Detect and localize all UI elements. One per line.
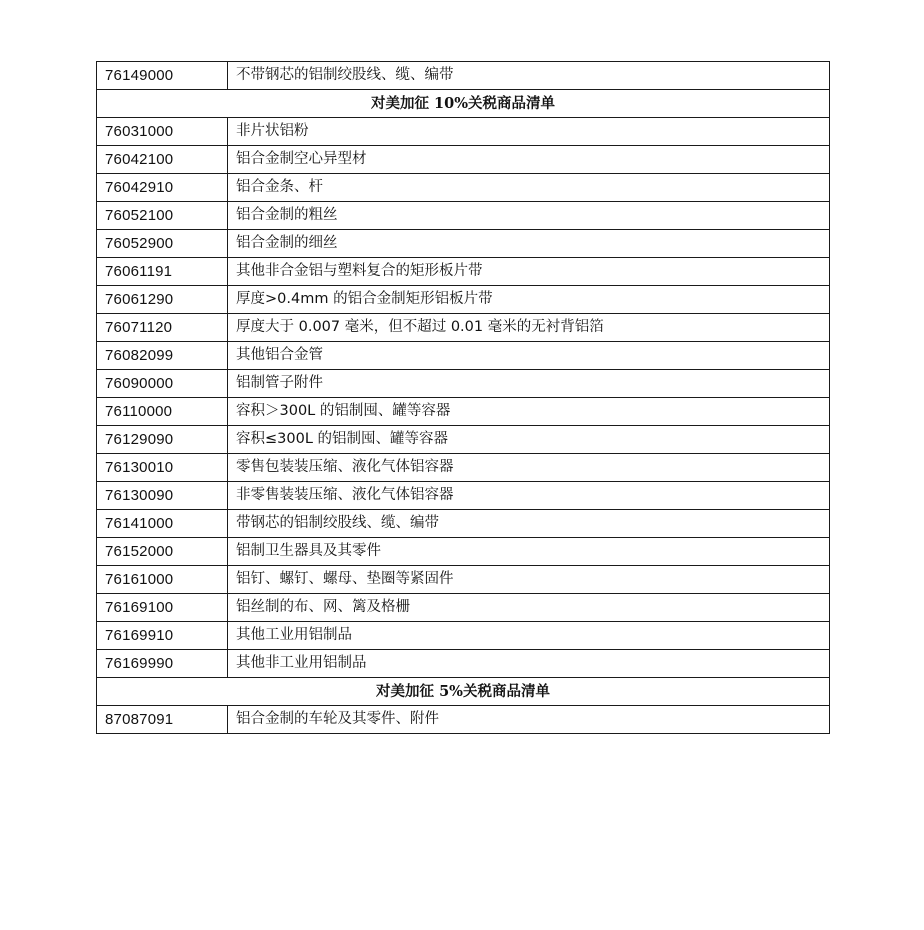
table-row [97,146,830,174]
tariff-code-cell: 76052100 [97,202,228,230]
section-title: 对美加征 5%关税商品清单 [97,678,830,706]
product-description-cell: 容积≤300L 的铝制囤、罐等容器 [228,426,830,454]
product-description-cell: 铝制卫生器具及其零件 [228,538,830,566]
tariff-code-cell: 76061290 [97,286,228,314]
table-row [97,510,830,538]
table-row [97,482,830,510]
product-description-cell: 非零售装装压缩、液化气体铝容器 [228,482,830,510]
table-row [97,594,830,622]
tariff-code-cell: 76141000 [97,510,228,538]
product-description-cell: 其他非工业用铝制品 [228,650,830,678]
table-row [97,622,830,650]
tariff-code-cell: 76130010 [97,454,228,482]
table-row [97,286,830,314]
table-row [97,118,830,146]
product-description-cell: 铝合金制的车轮及其零件、附件 [228,706,830,734]
table-row [97,202,830,230]
tariff-code-cell: 76052900 [97,230,228,258]
tariff-code-cell: 76169910 [97,622,228,650]
tariff-code-cell: 76130090 [97,482,228,510]
tariff-code-cell: 76161000 [97,566,228,594]
product-description-cell: 铝合金条、杆 [228,174,830,202]
product-description-cell: 其他工业用铝制品 [228,622,830,650]
table-row [97,426,830,454]
tariff-table-body [97,62,830,734]
table-row [97,258,830,286]
product-description-cell: 不带钢芯的铝制绞股线、缆、编带 [228,62,830,90]
product-description-cell: 非片状铝粉 [228,118,830,146]
table-row [97,174,830,202]
table-row [97,342,830,370]
section-header-row [97,90,830,118]
product-description-cell: 容积＞300L 的铝制囤、罐等容器 [228,398,830,426]
table-row [97,62,830,90]
tariff-table [96,61,830,734]
table-row [97,538,830,566]
product-description-cell: 铝合金制的粗丝 [228,202,830,230]
section-header-row [97,678,830,706]
tariff-code-cell: 87087091 [97,706,228,734]
product-description-cell: 零售包装装压缩、液化气体铝容器 [228,454,830,482]
section-title: 对美加征 10%关税商品清单 [97,90,830,118]
tariff-code-cell: 76082099 [97,342,228,370]
tariff-code-cell: 76031000 [97,118,228,146]
tariff-code-cell: 76110000 [97,398,228,426]
table-row [97,398,830,426]
table-row [97,566,830,594]
tariff-code-cell: 76152000 [97,538,228,566]
tariff-code-cell: 76129090 [97,426,228,454]
tariff-code-cell: 76071120 [97,314,228,342]
product-description-cell: 厚度大于 0.007 毫米，但不超过 0.01 毫米的无衬背铝箔 [228,314,830,342]
table-row [97,230,830,258]
product-description-cell: 其他非合金铝与塑料复合的矩形板片带 [228,258,830,286]
table-row [97,706,830,734]
table-row [97,370,830,398]
product-description-cell: 带钢芯的铝制绞股线、缆、编带 [228,510,830,538]
product-description-cell: 厚度>0.4mm 的铝合金制矩形铝板片带 [228,286,830,314]
table-row [97,314,830,342]
product-description-cell: 铝合金制的细丝 [228,230,830,258]
product-description-cell: 铝制管子附件 [228,370,830,398]
product-description-cell: 铝钉、螺钉、螺母、垫圈等紧固件 [228,566,830,594]
product-description-cell: 铝丝制的布、网、篱及格栅 [228,594,830,622]
product-description-cell: 铝合金制空心异型材 [228,146,830,174]
tariff-code-cell: 76169990 [97,650,228,678]
table-row [97,454,830,482]
tariff-code-cell: 76042100 [97,146,228,174]
tariff-code-cell: 76090000 [97,370,228,398]
tariff-code-cell: 76061191 [97,258,228,286]
product-description-cell: 其他铝合金管 [228,342,830,370]
tariff-code-cell: 76149000 [97,62,228,90]
table-row [97,650,830,678]
tariff-code-cell: 76169100 [97,594,228,622]
tariff-code-cell: 76042910 [97,174,228,202]
